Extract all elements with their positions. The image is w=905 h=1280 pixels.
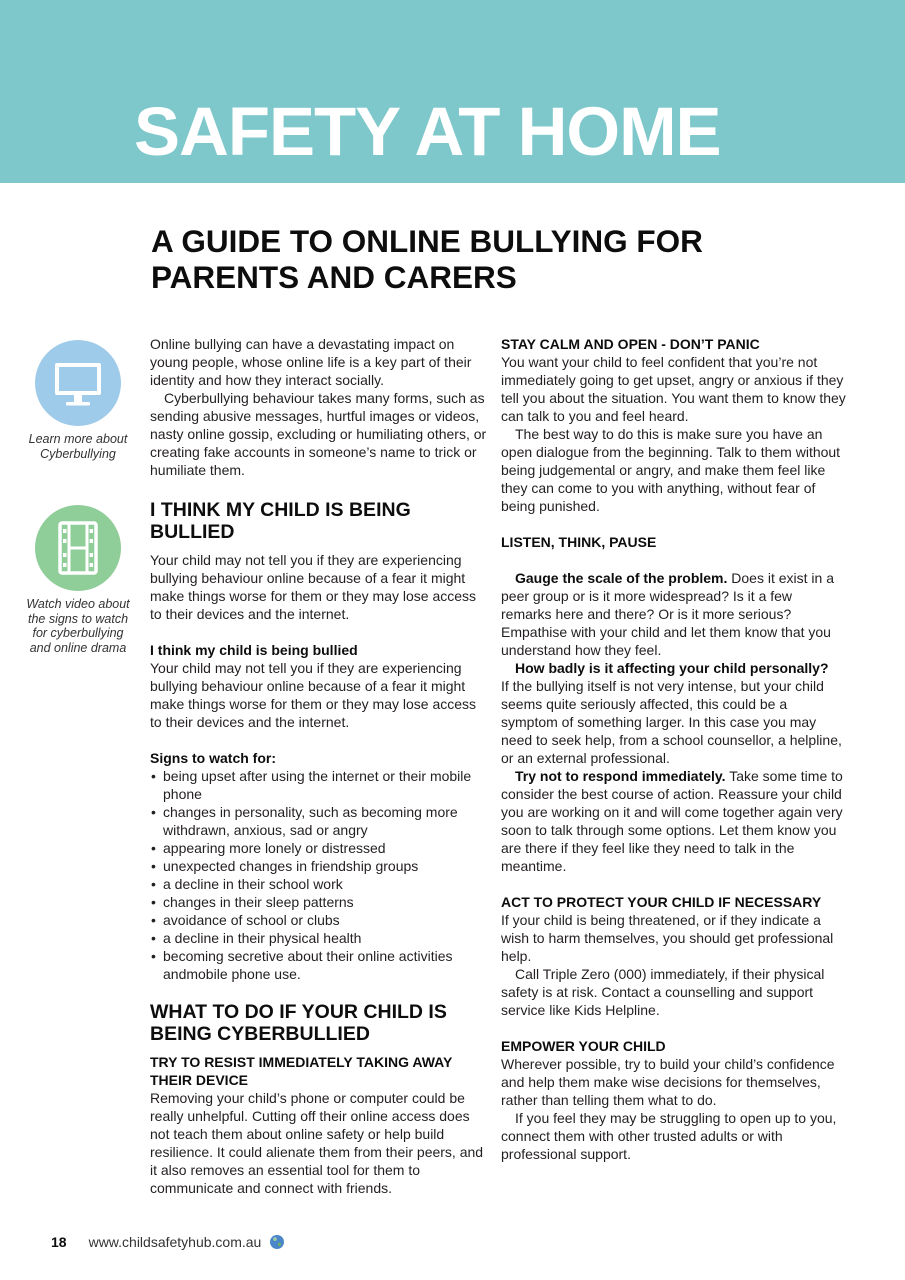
body-paragraph: Removing your child’s phone or computer could be really unhelpful. Cutting off their online access does not teach them about online safety or help build resilience. It could alienate them from their peers, and it also removes an essential tool for them to communicate and connect with friends. (150, 1090, 484, 1196)
monitor-circle (35, 340, 121, 426)
sidebar-link-video[interactable] (22, 505, 134, 655)
body-paragraph: Your child may not tell you if they are experiencing bullying behaviour online because of a fear it might make things worse for them or they may lose access to their devices and the internet. (150, 660, 477, 730)
list-item: • avoidance of school or clubs (150, 911, 490, 929)
list-item: • a decline in their school work (150, 875, 490, 893)
left-column (150, 335, 490, 1197)
lead-in: How badly is it affecting your child personally? (515, 660, 829, 676)
section-heading: WHAT TO DO IF YOUR CHILD IS BEING CYBERBULLIED (150, 1001, 447, 1045)
signs-list (150, 767, 490, 983)
intro-paragraph: Cyberbullying behaviour takes many forms, such as sending abusive messages, hurtful images or videos, nasty online gossip, excluding or humiliating others, or creating fake accounts in someone’s name to trick or humiliate them. (150, 390, 487, 478)
page-title: A GUIDE TO ONLINE BULLYING FOR PARENTS AND CARERS (151, 223, 703, 295)
right-column (501, 335, 846, 1163)
footer-url[interactable]: www.childsafetyhub.com.au (88, 1234, 262, 1250)
signs-heading: Signs to watch for: (150, 750, 276, 766)
body-paragraph: Your child may not tell you if they are experiencing bullying behaviour online because of a fear it might make things worse for them or they may lose access to their devices and the internet. (150, 552, 477, 622)
body-paragraph (501, 569, 846, 659)
subheading: I think my child is being bullied (150, 642, 358, 658)
body-paragraph: You want your child to feel confident that you’re not immediately going to get upset, angry or anxious if they tell you about the situation. You want them to know they can talk to you and feel heard. (501, 354, 846, 424)
page-footer (51, 1232, 285, 1252)
paragraph-text: Take some time to consider the best course of action. Reassure your child you are working on it and will come together again very soon to talk through some options. Let them know you are there if they feel like they need to talk in the meantime. (501, 768, 843, 874)
list-item: • being upset after using the internet or their mobile phone (150, 767, 490, 803)
sidebar-caption: Learn more about Cyberbullying (28, 432, 128, 461)
intro-paragraph: Online bullying can have a devastating impact on young people, whose online life is a key part of their identity and how they interact socially. (150, 336, 472, 388)
subheading: LISTEN, THINK, PAUSE (501, 534, 657, 550)
list-item: • appearing more lonely or distressed (150, 839, 490, 857)
subheading: EMPOWER YOUR CHILD (501, 1038, 666, 1054)
sidebar-link-cyberbullying[interactable] (22, 340, 134, 461)
film-circle (35, 505, 121, 591)
body-paragraph: The best way to do this is make sure you have an open dialogue from the beginning. Talk to them without being judgemental or angry, and make them feel like they can come to you with anything, without fear of being punished. (501, 426, 841, 514)
lead-in: Try not to respond immediately. (515, 768, 726, 784)
list-item: • unexpected changes in friendship groups (150, 857, 490, 875)
page-number: 18 (51, 1234, 67, 1250)
banner-title: SAFETY AT HOME (134, 93, 721, 170)
list-item: • changes in their sleep patterns (150, 893, 490, 911)
section-heading: I THINK MY CHILD IS BEING BULLIED (150, 499, 411, 543)
body-paragraph: If your child is being threatened, or if they indicate a wish to harm themselves, you should get professional help. (501, 912, 834, 964)
list-item: • a decline in their physical health (150, 929, 490, 947)
list-item: • becoming secretive about their online activities andmobile phone use. (150, 947, 490, 983)
body-paragraph: If the bullying itself is not very intense, but your child seems quite seriously affected, this could be a symptom of something larger. In this case you may need to seek help, from a school counsellor, a helpline, or an external professional. (501, 678, 842, 766)
film-strip-icon (35, 505, 121, 591)
sidebar-caption: Watch video about the signs to watch for cyberbullying and online drama (26, 597, 130, 655)
header-banner (0, 0, 905, 183)
body-paragraph (501, 767, 846, 875)
monitor-icon (35, 340, 121, 426)
subheading: TRY TO RESIST IMMEDIATELY TAKING AWAY THEIR DEVICE (150, 1054, 453, 1088)
lead-in: Gauge the scale of the problem. (515, 570, 728, 586)
list-item: • changes in personality, such as becoming more withdrawn, anxious, sad or angry (150, 803, 490, 839)
paragraph-text: Does it exist in a peer group or is it more widespread? Is it a few remarks here and there? Or is it more serious? Empathise with your child and let them know that you understand how they feel. (501, 570, 834, 658)
globe-icon (269, 1234, 285, 1250)
body-paragraph: Wherever possible, try to build your child’s confidence and help them make wise decisions for themselves, rather than telling them what to do. (501, 1056, 835, 1108)
body-paragraph: Call Triple Zero (000) immediately, if their physical safety is at risk. Contact a counselling and support service like Kids Helpline. (501, 966, 825, 1018)
body-paragraph: If you feel they may be struggling to open up to you, connect them with other trusted adults or with professional support. (501, 1110, 837, 1162)
lead-heading (501, 659, 846, 677)
subheading: ACT TO PROTECT YOUR CHILD IF NECESSARY (501, 894, 822, 910)
subheading: STAY CALM AND OPEN - DON’T PANIC (501, 336, 760, 352)
